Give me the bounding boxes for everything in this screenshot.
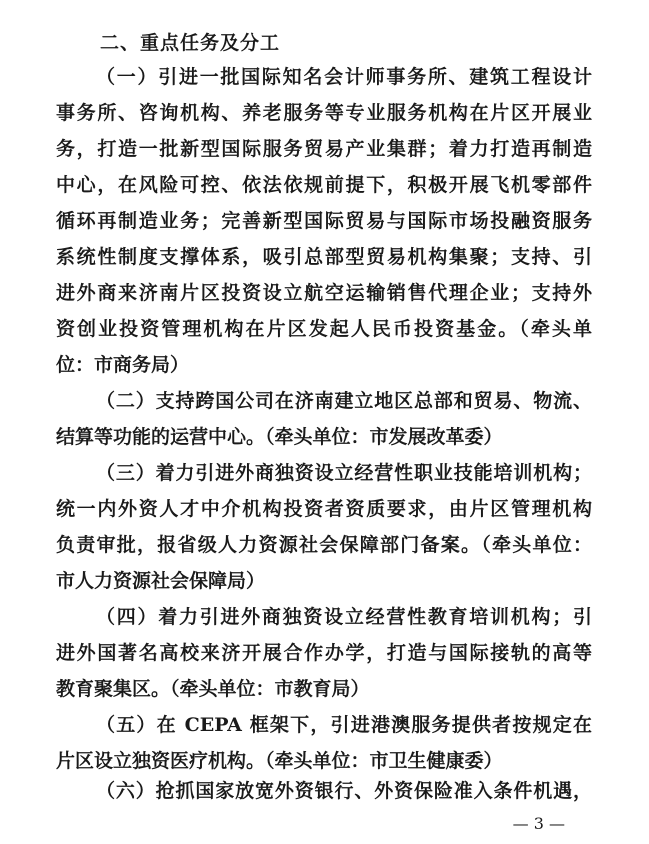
paragraph-4-line-2: 进外国著名高校来济开展合作办学，打造与国际接轨的高等 xyxy=(56,642,592,664)
paragraph-4-line-3: 教育聚集区。（牵头单位：市教育局） xyxy=(56,678,370,700)
paragraph-3-line-2: 统一内外资人才中介机构投资者资质要求，由片区管理机构 xyxy=(56,498,592,520)
paragraph-3-line-4: 市人力资源社会保障局） xyxy=(56,570,266,592)
paragraph-1-line-8: 资创业投资管理机构在片区发起人民币投资基金。（牵头单 xyxy=(56,318,592,340)
paragraph-6-line-1: （六）抢抓国家放宽外资银行、外资保险准入条件机遇， xyxy=(96,780,592,802)
paragraph-5-line-2: 片区设立独资医疗机构。（牵头单位：市卫生健康委） xyxy=(56,750,503,772)
page-number: — 3 — xyxy=(512,814,565,833)
paragraph-2-line-1: （二）支持跨国公司在济南建立地区总部和贸易、物流、 xyxy=(96,390,592,412)
paragraph-1-line-6: 系统性制度支撑体系，吸引总部型贸易机构集聚；支持、引 xyxy=(56,246,592,268)
paragraph-5-line-1: （五）在 CEPA 框架下，引进港澳服务提供者按规定在 xyxy=(96,714,592,736)
paragraph-1-line-1: （一）引进一批国际知名会计师事务所、建筑工程设计 xyxy=(96,66,592,88)
paragraph-4-line-1: （四）着力引进外商独资设立经营性教育培训机构；引 xyxy=(96,606,592,628)
paragraph-1-line-9: 位：市商务局） xyxy=(56,354,190,376)
paragraph-1-line-7: 进外商来济南片区投资设立航空运输销售代理企业；支持外 xyxy=(56,282,592,304)
paragraph-1-line-2: 事务所、咨询机构、养老服务等专业服务机构在片区开展业 xyxy=(56,102,592,124)
paragraph-1-line-5: 循环再制造业务；完善新型国际贸易与国际市场投融资服务 xyxy=(56,210,592,232)
paragraph-1-line-4: 中心，在风险可控、依法依规前提下，积极开展飞机零部件 xyxy=(56,174,592,196)
section-heading: 二、重点任务及分工 xyxy=(100,32,281,54)
paragraph-3-line-3: 负责审批，报省级人力资源社会保障部门备案。（牵头单位： xyxy=(56,534,592,556)
paragraph-1-line-3: 务，打造一批新型国际服务贸易产业集群；着力打造再制造 xyxy=(56,138,592,160)
paragraph-2-line-2: 结算等功能的运营中心。（牵头单位：市发展改革委） xyxy=(56,426,503,448)
paragraph-3-line-1: （三）着力引进外商独资设立经营性职业技能培训机构； xyxy=(96,462,592,484)
